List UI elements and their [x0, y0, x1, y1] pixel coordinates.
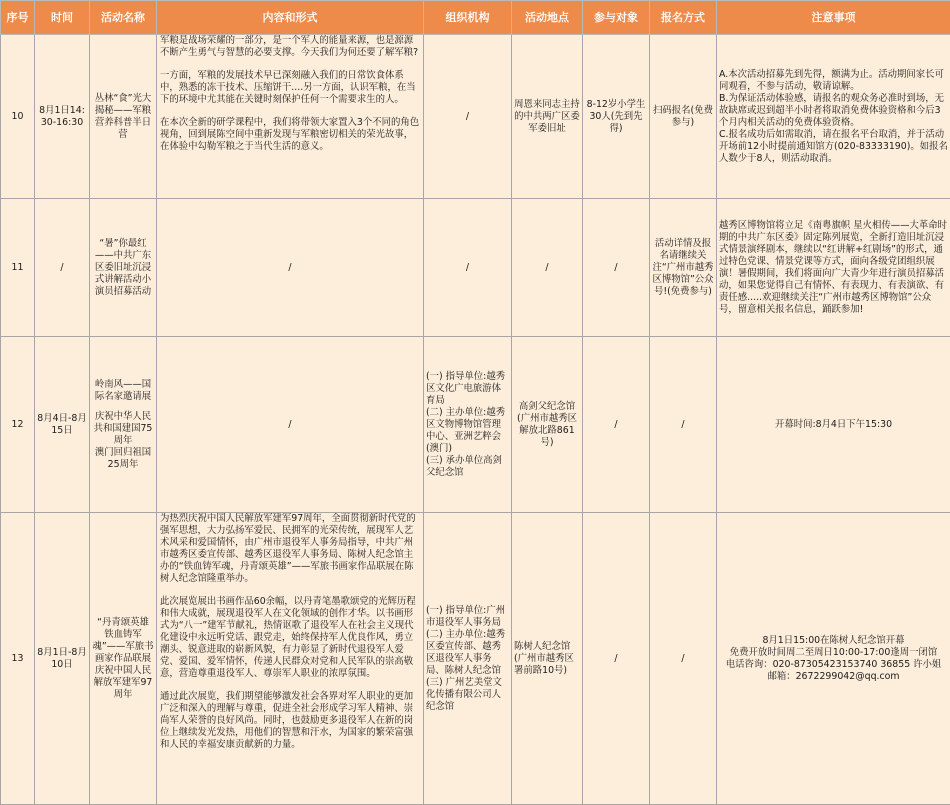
- row-time: 8月1日14:30-16:30: [35, 35, 90, 199]
- header-time: 时间: [35, 1, 90, 35]
- org-line: (三) 广州艺美堂文化传播有限公司人纪念馆: [426, 676, 502, 712]
- notes-line: C.报名成功后如需取消，请在报名平台取消，并于活动开场前12小时提前通知馆方(020-83333190)。如报名人数少于8人，则活动取消。: [719, 128, 948, 164]
- header-signup: 报名方式: [650, 1, 717, 35]
- header-target: 参与对象: [583, 1, 650, 35]
- row-org: [424, 513, 512, 805]
- row-notes: 开幕时间:8月4日下午15:30: [717, 337, 950, 513]
- row-index: 12: [1, 337, 35, 513]
- row-name: “暑”你最红——中共广东区委旧址沉浸式讲解活动小演员招募活动: [90, 199, 157, 337]
- row-signup: /: [650, 513, 717, 805]
- row-time: 8月4日-8月15日: [35, 337, 90, 513]
- notes-line: A.本次活动招募先到先得，额满为止。活动期间家长可同观看，不参与活动，敬请谅解。: [719, 68, 944, 92]
- row-location: 高剑父纪念馆(广州市越秀区解放北路861号): [512, 337, 583, 513]
- row-name: 丛林“食”光大揭秘——军粮营养科普半日营: [90, 35, 157, 199]
- header-name: 活动名称: [90, 1, 157, 35]
- row-location: 陈树人纪念馆(广州市越秀区署前路10号): [512, 513, 583, 805]
- row-signup: /: [650, 337, 717, 513]
- row-time: /: [35, 199, 90, 337]
- row-index: 11: [1, 199, 35, 337]
- row-index: 10: [1, 35, 35, 199]
- header-content: 内容和形式: [157, 1, 424, 35]
- notes-line: 邮箱：2672299042@qq.com: [767, 670, 900, 682]
- notes-line: 电话咨询：020-87305423153740 36855 许小姐: [725, 658, 942, 670]
- row-time: 8月1日-8月10日: [35, 513, 90, 805]
- row-org: /: [424, 35, 512, 199]
- table-header-row: [1, 1, 950, 35]
- content-paragraph: 通过此次展览，我们期望能够激发社会各界对军人职业的更加广泛和深入的理解与尊重，促进全社会形成学习军人精神、崇尚军人荣誉的良好风尚。同时，也鼓励更多退役军人在新的岗位上继续发光发热，用他们的智慧和汗水，为国家的繁荣富强和人民的幸福安康贡献新的力量。: [160, 691, 414, 750]
- row-org: /: [424, 199, 512, 337]
- row-location: /: [512, 199, 583, 337]
- notes-line: B.为保证活动体验感，请报名的观众务必准时到场，无故缺席或迟到超半小时者将取消免费体验资格和今后3个月内相关活动的免费体验资格。: [719, 92, 945, 128]
- row-target: /: [583, 199, 650, 337]
- org-line: (一) 指导单位:广州市退役军人事务局: [426, 604, 506, 628]
- row-target: /: [583, 337, 650, 513]
- row-name: “丹青颂英雄 铁血铸军魂”——军旅书画家作品联展 庆祝中国人民解放军建军97周年: [90, 513, 157, 805]
- org-line: (三) 承办单位高剑父纪念馆: [426, 454, 502, 478]
- row-index: 13: [1, 513, 35, 805]
- row-name: [90, 337, 157, 513]
- header-index: 序号: [1, 1, 35, 35]
- header-org: 组织机构: [424, 1, 512, 35]
- content-paragraph: 军粮是战场荣耀的一部分，是一个军人的能量来源，也是源源不断产生勇气与智慧的必要支撑。今天我们为何还要了解军粮?: [160, 35, 419, 58]
- row-location: 周恩来同志主持的中共两广区委军委旧址: [512, 35, 583, 199]
- row-target: /: [583, 513, 650, 805]
- notes-line: 免费开放时间周二至周日10:00-17:00逢周一闭馆: [729, 646, 938, 658]
- row-content: /: [157, 337, 424, 513]
- content-paragraph: 一方面，军粮的发展技术早已深刻融入我们的日常饮食体系中，熟悉的冻干技术、压缩饼干....另一方面，认识军粮，在当下的环境中尤其能在关键时刻保护任何一个需要求生的人。: [160, 70, 416, 105]
- name-line: 庆祝中华人民共和国建国75周年: [93, 410, 153, 446]
- org-line: (一) 指导单位:越秀区文化广电旅游体育局: [426, 370, 506, 406]
- org-line: (二) 主办单位:越秀区委宣传部、越秀区退役军人事务局、陈树人纪念馆: [426, 628, 506, 676]
- row-notes: 越秀区博物馆将立足《南粤旗帜 星火相传——大革命时期的中共广东区委》固定陈列展览，全新打造旧址沉浸式情景演绎剧本，继续以“红讲解+红剧场”的形式，通过特色党课、情景党课等方式，面向各级党团组织展演！暑假期间，我们将面向广大青少年进行演员招募活动，如果您觉得自己有情怀、有表现力、有表演欲、有责任感.....欢迎继续关注“广州市越秀区博物馆”公众号，留意相关报名信息，踊跃参加!: [717, 199, 950, 337]
- row-content: [157, 35, 424, 199]
- org-line: (二) 主办单位:越秀区文物博物馆管理中心、亚洲艺粹会(澳门): [426, 406, 506, 454]
- row-target: 8-12岁小学生30人(先到先得): [583, 35, 650, 199]
- header-location: 活动地点: [512, 1, 583, 35]
- row-org: [424, 337, 512, 513]
- row-notes: [717, 513, 950, 805]
- table-row: [1, 513, 950, 805]
- table-row: [1, 199, 950, 337]
- name-line: 澳门回归祖国25周年: [94, 446, 152, 470]
- content-paragraph: 此次展览展出书画作品60余幅，以丹青笔墨歌颂党的光辉历程和伟大成就，展现退役军人在文化领域的创作才华。以书画形式为“八一”建军节献礼，热情讴歌了退役军人在社会主义现代化建设中永远听党话、跟党走，始终保持军人优良作风，勇立潮头、锐意进取的崭新风貌，有力彰显了新时代退役军人爱党、爱国、爱军情怀，传递人民群众对党和人民军队的崇高敬意，营造尊重退役军人、尊崇军人职业的浓厚氛围。: [160, 596, 416, 679]
- notes-line: 8月1日15:00在陈树人纪念馆开幕: [762, 634, 905, 646]
- header-notes: 注意事项: [717, 1, 950, 35]
- row-content: [157, 513, 424, 805]
- name-line: 岭南风——国际名家邀请展: [94, 378, 152, 402]
- content-paragraph: 为热烈庆祝中国人民解放军建军97周年，全面贯彻新时代党的强军思想，大力弘扬军爱民、民拥军的光荣传统，展现军人艺术风采和爱国情怀，由广州市退役军人事务局指导，中共广州市越秀区委宣传部、越秀区退役军人事务局、陈树人纪念馆主办的“铁血铸军魂，丹青颂英雄”——军旅书画家作品联展在陈树人纪念馆隆重举办。: [160, 513, 416, 584]
- row-content: /: [157, 199, 424, 337]
- row-signup: 活动详情及报名请继续关注“广州市越秀区博物馆”公众号!(免费参与): [650, 199, 717, 337]
- row-notes: [717, 35, 950, 199]
- table-row: [1, 35, 950, 199]
- row-signup: 扫码报名(免费参与): [650, 35, 717, 199]
- content-paragraph: 在本次全新的研学课程中，我们将带领大家置入3个不同的角色视角，回到展陈空间中重新发现与军粮密切相关的荣光故事，在体验中勾勒军粮之于当代生活的意义。: [160, 117, 420, 152]
- table-row: [1, 337, 950, 513]
